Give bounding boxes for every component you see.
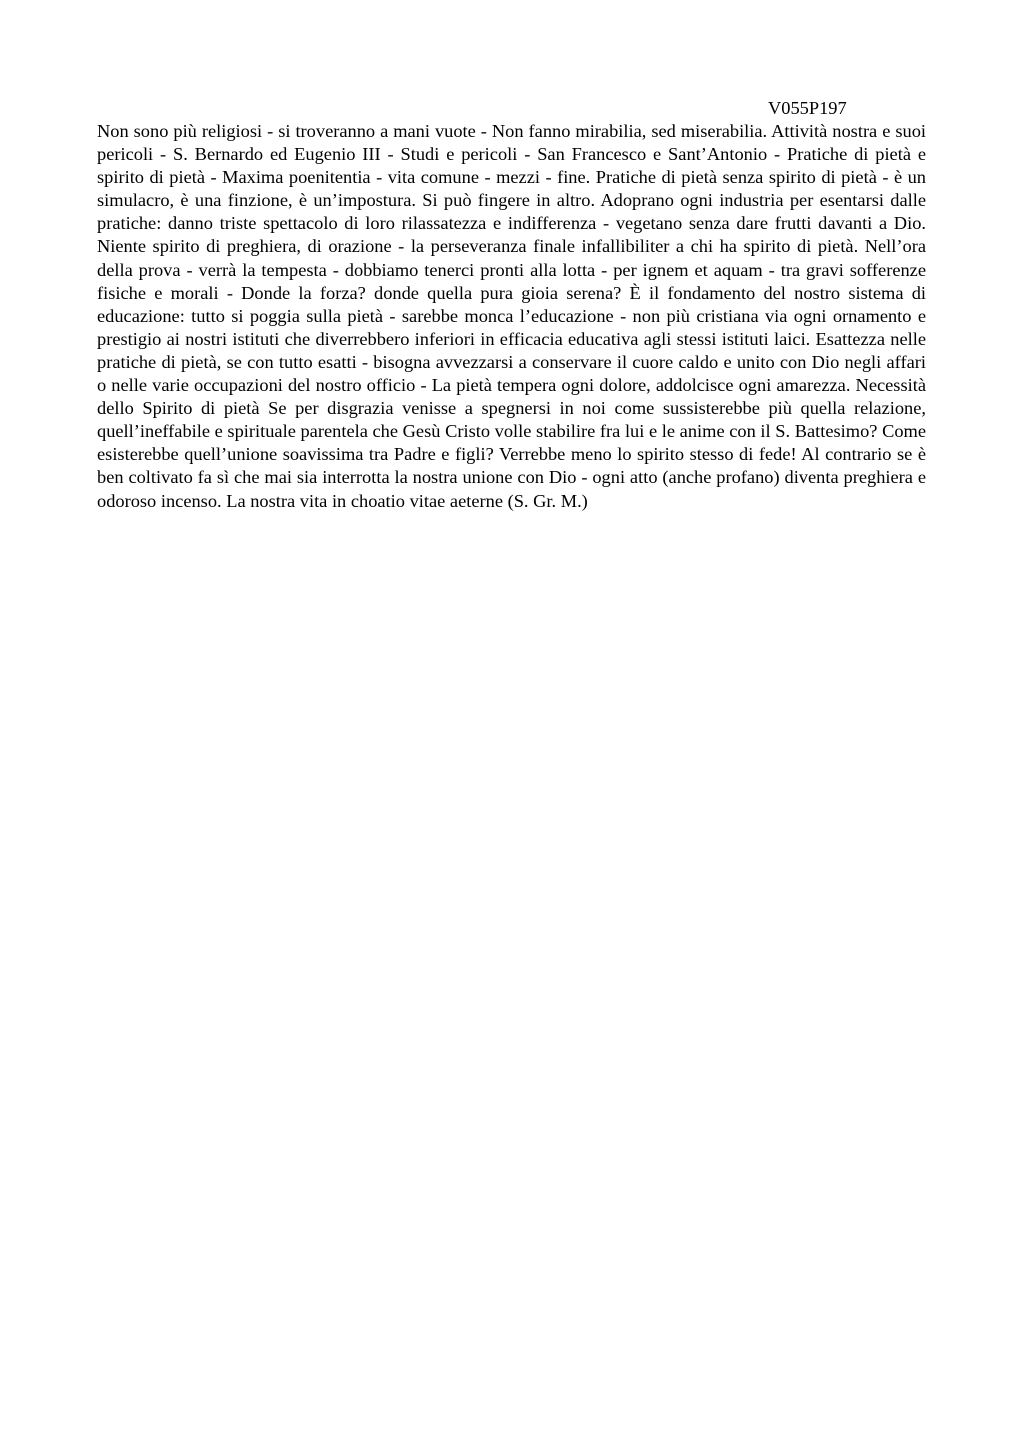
page-identifier: V055P197	[768, 98, 847, 118]
body-paragraph: Non sono più religiosi - si troveranno a mani vuote - Non fanno mirabilia, sed miserabilia. Attività nostra e suoi pericoli - S. Bernardo ed Eugenio III - Studi e pericoli - San Francesco e Sant’Antonio - Pratiche di pietà e spirito di pietà - Maxima poenitentia - vita comune - mezzi - fine. Pratiche di pietà senza spirito di pietà - è un simulacro, è una finzione, è un’impostura. Si può fingere in altro. Adoprano ogni industria per esentarsi dalle pratiche: danno triste spettacolo di loro rilassatezza e indifferenza - vegetano senza dare frutti davanti a Dio. Niente spirito di preghiera, di orazione - la perseveranza finale infallibiliter a chi ha spirito di pietà. Nell’ora della prova - verrà la tempesta - dobbiamo tenerci pronti alla lotta - per ignem et aquam - tra gravi sofferenze fisiche e morali - Donde la forza? donde quella pura gioia serena? È il fondamento del nostro sistema di educazione: tutto si poggia sulla pietà - sarebbe monca l’educazione - non più cristiana via ogni ornamento e prestigio ai nostri istituti che diverrebbero inferiori in efficacia educativa agli stessi istituti laici. Esattezza nelle pratiche di pietà, se con tutto esatti - bisogna avvezzarsi a conservare il cuore caldo e unito con Dio negli affari o nelle varie occupazioni del nostro officio - La pietà tempera ogni dolore, addolcisce ogni amarezza. Necessità dello Spirito di pietà Se per disgrazia venisse a spegnersi in noi come sussisterebbe più quella relazione, quell’ineffabile e spirituale parentela che Gesù Cristo volle stabilire fra lui e le anime con il S. Battesimo? Come esisterebbe quell’unione soavissima tra Padre e figli? Verrebbe meno lo spirito stesso di fede! Al contrario se è ben coltivato fa sì che mai sia interrotta la nostra unione con Dio - ogni atto (anche profano) diventa preghiera e odoroso incenso. La nostra vita in choatio vitae aeterne (S. Gr. M.)	[97, 121, 926, 511]
